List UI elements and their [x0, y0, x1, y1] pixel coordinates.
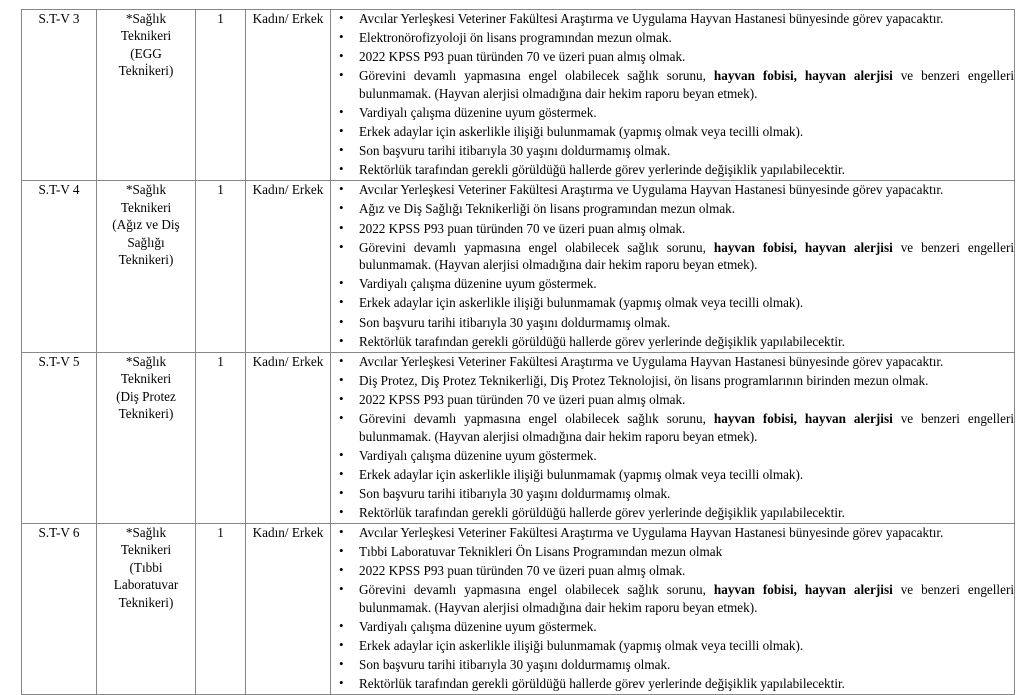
position-count-cell	[196, 524, 246, 695]
conditions-list	[331, 353, 1014, 522]
position-title-cell	[97, 352, 196, 523]
position-code-cell	[22, 352, 97, 523]
condition-health-emphasis: hayvan fobisi, hayvan alerjisi	[713, 582, 893, 598]
position-gender: Kadın/ Erkek	[252, 11, 324, 26]
condition-item: • Erkek adaylar için askerlikle ilişiği bulunmamak (yapmış olmak veya tecilli olmak).	[331, 637, 1014, 655]
position-code: S.T-V 4	[38, 182, 80, 198]
position-conditions-cell	[331, 352, 1015, 523]
condition-health-prefix: Görevini devamlı yapmasına engel olabilecek sağlık sorunu,	[359, 582, 714, 598]
position-code-cell	[22, 10, 97, 181]
condition-item: • Elektronörofizyoloji ön lisans programından mezun olmak.	[331, 29, 1014, 47]
position-title-cell	[97, 181, 196, 352]
condition-health-emphasis: hayvan fobisi, hayvan alerjisi	[713, 410, 893, 426]
position-title-line: Laboratuvar	[113, 577, 179, 593]
condition-health-prefix: Görevini devamlı yapmasına engel olabilecek sağlık sorunu,	[359, 68, 714, 84]
condition-item: • 2022 KPSS P93 puan türünden 70 ve üzeri puan almış olmak.	[331, 220, 1014, 238]
position-gender-cell	[246, 10, 331, 181]
condition-item: • Avcılar Yerleşkesi Veteriner Fakültesi Araştırma ve Uygulama Hayvan Hastanesi bünyesinde görev yapacaktır.	[331, 10, 1014, 28]
position-code-cell	[22, 181, 97, 352]
condition-health-prefix: Görevini devamlı yapmasına engel olabilecek sağlık sorunu,	[359, 239, 714, 255]
condition-item: • 2022 KPSS P93 puan türünden 70 ve üzeri puan almış olmak.	[331, 562, 1014, 580]
position-gender: Kadın/ Erkek	[252, 353, 324, 369]
condition-item: • Son başvuru tarihi itibarıyla 30 yaşını doldurmamış olmak.	[331, 314, 1014, 332]
condition-item: • Son başvuru tarihi itibarıyla 30 yaşını doldurmamış olmak.	[331, 656, 1014, 674]
position-title-line: *Sağlık	[125, 525, 167, 541]
position-title-line: Teknikeri	[120, 199, 172, 215]
position-gender-cell	[246, 524, 331, 695]
condition-item: • Rektörlük tarafından gerekli görüldüğü hallerde görev yerlerinde değişiklik yapılabilecektir.	[331, 333, 1014, 351]
position-title-line: (Ağız ve Diş	[112, 217, 180, 233]
position-count-cell	[196, 352, 246, 523]
position-title-line: Teknikeri	[120, 542, 172, 558]
condition-health-suffix: ve benzeri engelleri bulunmamak. (Hayvan alerjisi olmadığına dair hekim raporu beyan etmek).	[359, 410, 1014, 444]
condition-item: • Vardiyalı çalışma düzenine uyum göstermek.	[331, 447, 1014, 465]
table-row	[22, 181, 1015, 352]
condition-health-suffix: ve benzeri engelleri bulunmamak. (Hayvan alerjisi olmadığına dair hekim raporu beyan etmek).	[359, 239, 1014, 273]
position-gender-cell	[246, 352, 331, 523]
conditions-list	[331, 10, 1014, 179]
position-count: 1	[217, 11, 224, 26]
position-code: S.T-V 3	[38, 11, 80, 26]
positions-table	[21, 9, 1015, 695]
condition-health-emphasis: hayvan fobisi, hayvan alerjisi	[713, 68, 893, 84]
condition-item: • Son başvuru tarihi itibarıyla 30 yaşını doldurmamış olmak.	[331, 485, 1014, 503]
condition-item: • Rektörlük tarafından gerekli görüldüğü hallerde görev yerlerinde değişiklik yapılabilecektir.	[331, 675, 1014, 693]
condition-item	[331, 581, 1014, 616]
condition-item: • Avcılar Yerleşkesi Veteriner Fakültesi Araştırma ve Uygulama Hayvan Hastanesi bünyesinde görev yapacaktır.	[331, 524, 1014, 542]
position-title-line: (Diş Protez	[116, 388, 176, 404]
condition-item: • 2022 KPSS P93 puan türünden 70 ve üzeri puan almış olmak.	[331, 391, 1014, 409]
position-title-line: Tekni̇keri)	[118, 63, 174, 79]
condition-health-suffix: ve benzeri engelleri bulunmamak. (Hayvan alerjisi olmadığına dair hekim raporu beyan etmek).	[359, 68, 1014, 101]
condition-item: • 2022 KPSS P93 puan türünden 70 ve üzeri puan almış olmak.	[331, 48, 1014, 66]
position-gender: Kadın/ Erkek	[252, 525, 324, 541]
condition-item: • Vardiyalı çalışma düzenine uyum göstermek.	[331, 618, 1014, 636]
position-conditions-cell	[331, 524, 1015, 695]
condition-item: • Rektörlük tarafından gerekli görüldüğü hallerde görev yerlerinde değişiklik yapılabilecektir.	[331, 504, 1014, 522]
position-count: 1	[217, 525, 224, 541]
table-row	[22, 10, 1015, 181]
condition-item	[331, 410, 1014, 445]
position-code: S.T-V 5	[38, 353, 80, 369]
position-title-line: Sağlığı	[127, 234, 165, 250]
condition-item: • Diş Protez, Diş Protez Teknikerliği, Diş Protez Teknolojisi, ön lisans programlarının birinden mezun olmak.	[331, 372, 1014, 390]
condition-item	[331, 239, 1014, 274]
condition-health-emphasis: hayvan fobisi, hayvan alerjisi	[713, 239, 893, 255]
table-row	[22, 524, 1015, 695]
position-title-line: Teknikeri)	[118, 405, 174, 421]
condition-health-suffix: ve benzeri engelleri bulunmamak. (Hayvan alerjisi olmadığına dair hekim raporu beyan etmek).	[359, 582, 1014, 615]
position-title-line: *Sağlık	[125, 182, 167, 198]
position-title-cell	[97, 10, 196, 181]
condition-item: • Ağız ve Diş Sağlığı Teknikerliği ön lisans programından mezun olmak.	[331, 200, 1014, 218]
condition-item: • Vardiyalı çalışma düzenine uyum göstermek.	[331, 275, 1014, 293]
position-title-line: (EGG	[130, 45, 162, 61]
position-title-line: Teknikeri)	[118, 251, 174, 267]
position-title-line: Teknikeri	[120, 28, 172, 44]
position-code-cell	[22, 524, 97, 695]
position-gender-cell	[246, 181, 331, 352]
table-row	[22, 352, 1015, 523]
position-title-cell	[97, 524, 196, 695]
condition-item: • Rektörlük tarafından gerekli görüldüğü hallerde görev yerlerinde değişiklik yapılabilecektir.	[331, 161, 1014, 179]
position-title-line: (Tıbbi	[129, 559, 163, 575]
position-title-line: *Sağlık	[125, 353, 167, 369]
conditions-list	[331, 181, 1014, 350]
condition-item: • Tıbbi Laboratuvar Teknikleri Ön Lisans Programından mezun olmak	[331, 543, 1014, 561]
condition-item: • Erkek adaylar için askerlikle ilişiği bulunmamak (yapmış olmak veya tecilli olmak).	[331, 123, 1014, 141]
condition-health-prefix: Görevini devamlı yapmasına engel olabilecek sağlık sorunu,	[359, 410, 714, 426]
positions-table-body	[22, 10, 1015, 695]
condition-item: • Vardiyalı çalışma düzenine uyum göstermek.	[331, 104, 1014, 122]
position-conditions-cell	[331, 10, 1015, 181]
position-count: 1	[217, 182, 224, 198]
condition-item: • Avcılar Yerleşkesi Veteriner Fakültesi Araştırma ve Uygulama Hayvan Hastanesi bünyesinde görev yapacaktır.	[331, 353, 1014, 371]
position-conditions-cell	[331, 181, 1015, 352]
position-count: 1	[217, 353, 224, 369]
position-code: S.T-V 6	[38, 525, 80, 541]
position-count-cell	[196, 181, 246, 352]
condition-item: • Erkek adaylar için askerlikle ilişiği bulunmamak (yapmış olmak veya tecilli olmak).	[331, 466, 1014, 484]
condition-item	[331, 67, 1014, 102]
condition-item: • Avcılar Yerleşkesi Veteriner Fakültesi Araştırma ve Uygulama Hayvan Hastanesi bünyesinde görev yapacaktır.	[331, 181, 1014, 199]
position-title-line: Teknikeri)	[118, 594, 174, 610]
position-title-line: *Sağlık	[125, 11, 167, 26]
condition-item: • Son başvuru tarihi itibarıyla 30 yaşını doldurmamış olmak.	[331, 142, 1014, 160]
position-title-line: Teknikeri	[120, 371, 172, 387]
conditions-list	[331, 524, 1014, 693]
position-count-cell	[196, 10, 246, 181]
position-gender: Kadın/ Erkek	[252, 182, 324, 198]
condition-item: • Erkek adaylar için askerlikle ilişiği bulunmamak (yapmış olmak veya tecilli olmak).	[331, 294, 1014, 312]
